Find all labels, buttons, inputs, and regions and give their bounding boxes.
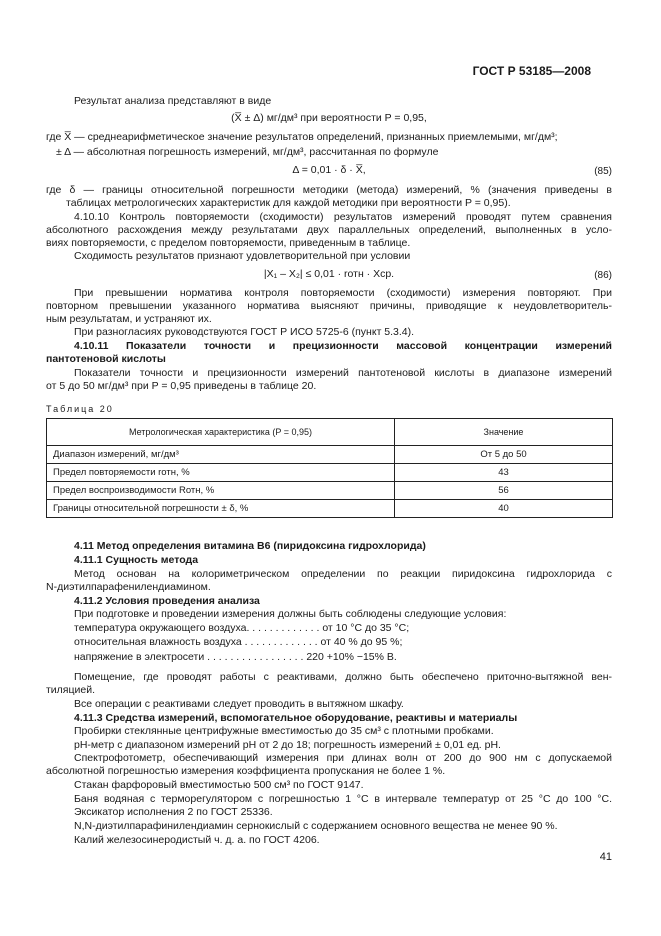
text-line: N,N-диэтилпарафинилендиамин сернокислый с содержанием основного вещества не менее 90 %. [74,820,558,832]
text-line: При подготовке и проведении измерения должны быть соблюдены следующие условия: [74,608,507,620]
text-line: абсолютной погрешностью измерения коэффициента пропускания не более 1 %. [46,765,446,777]
text-line: где δ — границы относительной погрешности методики (метода) измерений, % (значения приведены в [46,184,612,196]
page-number: 41 [599,851,612,863]
section-heading: 4.11.3 Средства измерений, вспомогательное оборудование, реактивы и материалы [74,712,518,724]
text-line: повторном превышении указанного норматива выясняют причины, приводящие к неудовлетворитель- [46,300,612,312]
table-header: Значение [395,419,613,446]
text-line: 4.10.10 Контроль повторяемости (сходимости) результатов измерений проводят путем сравнения [74,211,612,223]
table-row [47,500,613,518]
text-line: Пробирки стеклянные центрифужные вместимостью до 35 см³ с плотными пробками. [74,725,494,737]
table-row [47,464,613,482]
text-line: виях повторяемости, с пределом повторяемости, приведенным в таблице. [46,237,411,249]
text-line: Калий железосинеродистый ч. д. а. по ГОСТ 4206. [74,834,320,846]
section-heading: 4.11 Метод определения витамина B6 (пиридоксина гидрохлорида) [74,540,426,552]
table-cell: Границы относительной погрешности ± δ, % [47,500,395,518]
table-header-row [47,419,613,446]
text-line: N-диэтилпарафенилендиамином. [46,581,211,593]
formula-86: |X₁ – X₂| ≤ 0,01 · rотн · Xср. [263,268,395,280]
text-line: Показатели точности и прецизионности измерений пантотеновой кислоты в диапазоне измерений [74,367,612,379]
formula-result: (X̅ ± Δ) мг/дм³ при вероятности P = 0,95, [231,112,427,124]
text-line: pH-метр с диапазоном измерений pH от 2 до 18; погрешность измерений ± 0,01 ед. pH. [74,739,501,751]
text-line: Помещение, где проводят работы с реактивами, должно быть обеспечено приточно-вытяжной вен- [74,671,612,683]
section-heading: 4.10.11 Показатели точности и прецизионности массовой концентрации измерений [74,340,612,352]
table-header: Метрологическая характеристика (P = 0,95) [47,419,395,446]
table-cell: 40 [395,500,613,518]
text-line: ± Δ — абсолютная погрешность измерений, мг/дм³, рассчитанная по формуле [56,146,439,158]
table-row [47,446,613,464]
text-line: Все операции с реактивами следует проводить в вытяжном шкафу. [74,698,404,710]
text-line: Баня водяная с терморегулятором с погрешностью 1 °C в интервале температур от 25 °C до 100 °C. [74,793,612,805]
table-caption: Таблица 20 [46,404,114,414]
text-line: ным результатам, и устраняют их. [46,313,212,325]
text-line: Сходимость результатов признают удовлетворительной при условии [74,250,411,262]
section-heading: 4.11.1 Сущность метода [74,554,199,566]
section-heading: пантотеновой кислоты [46,353,166,365]
condition-line: температура окружающего воздуха. . . . . . . . . . . . . от 10 °C до 35 °C; [74,622,410,634]
text-line: Результат анализа представляют в виде [74,95,272,107]
table-cell: От 5 до 50 [395,446,613,464]
table-cell: 43 [395,464,613,482]
text-line: При разногласиях руководствуются ГОСТ Р ИСО 5725-6 (пункт 5.3.4). [74,326,415,338]
table-row [47,482,613,500]
formula-85: Δ = 0,01 · δ · X̅, [292,164,366,176]
table-20 [46,418,613,518]
text-line: Стакан фарфоровый вместимостью 500 см³ по ГОСТ 9147. [74,779,364,791]
condition-line: относительная влажность воздуха . . . . . . . . . . . . . от 40 % до 95 %; [74,636,403,648]
text-line: Метод основан на колориметрическом определении по реакции пиридоксина гидрохлорида с [74,568,612,580]
condition-line: напряжение в электросети . . . . . . . . . . . . . . . . . 220 +10% −15% В. [74,651,397,663]
text-line: тиляцией. [46,684,95,696]
section-heading: 4.11.2 Условия проведения анализа [74,595,260,607]
text-line: Спектрофотометр, обеспечивающий измерения при длинах волн от 200 до 900 нм с допускаемой [74,752,612,764]
equation-number: (85) [594,166,612,177]
text-line: абсолютного расхождения между результатами двух параллельных определений, выполненных в усло- [46,224,612,236]
table-cell: Предел повторяемости rотн, % [47,464,395,482]
table-cell: 56 [395,482,613,500]
text-line: Эксикатор исполнения 2 по ГОСТ 25336. [74,806,273,818]
text-line: При превышении норматива контроля повторяемости (сходимости) измерения повторяют. При [74,287,612,299]
text-line: где X̅ — среднеарифметическое значение результатов определений, признанных приемлемыми, мг/дм³; [46,131,558,143]
text-line: от 5 до 50 мг/дм³ при P = 0,95 приведены в таблице 20. [46,380,317,392]
text-line: таблицах метрологических характеристик для каждой методики при вероятности P = 0,95). [66,197,511,209]
table-cell: Предел воспроизводимости Rотн, % [47,482,395,500]
table-cell: Диапазон измерений, мг/дм³ [47,446,395,464]
document-header: ГОСТ Р 53185—2008 [472,64,591,78]
equation-number: (86) [594,270,612,281]
